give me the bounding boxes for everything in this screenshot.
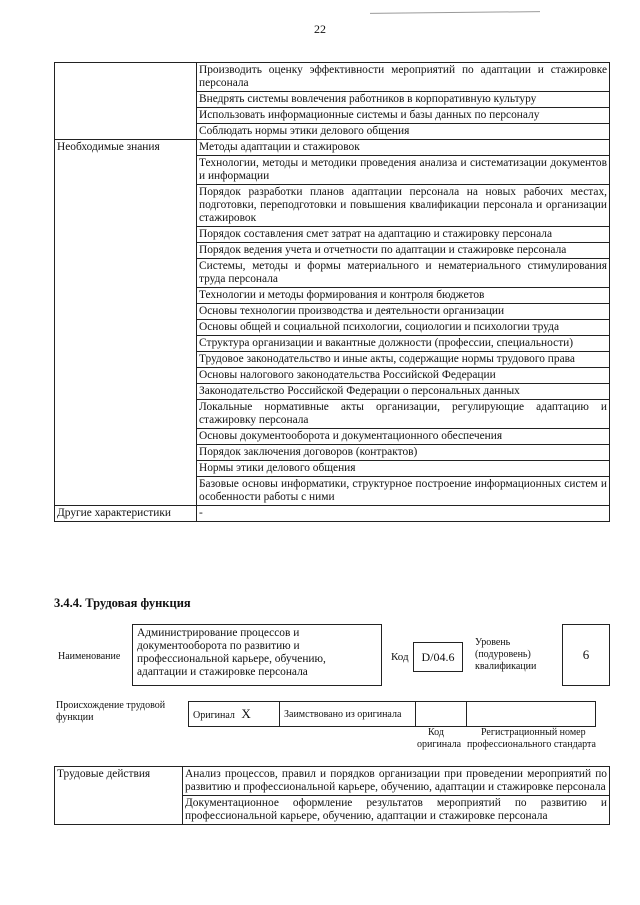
skills-label-cell — [55, 63, 197, 92]
skills-knowledge-table — [54, 62, 610, 522]
table-row — [55, 108, 610, 124]
skills-label-cell — [55, 156, 197, 185]
skills-item-cell: Производить оценку эффективности мероприятий по адаптации и стажировке персонала — [197, 63, 610, 92]
skills-section-label: Другие характеристики — [57, 507, 172, 519]
table-row — [55, 288, 610, 304]
skills-label-cell — [55, 320, 197, 336]
skills-item-cell: Методы адаптации и стажировок — [197, 140, 610, 156]
skills-label-cell — [55, 92, 197, 108]
actions-label-cell — [55, 796, 183, 825]
skills-label-cell — [55, 336, 197, 352]
skills-label-cell — [55, 477, 197, 506]
level-label-1: Уровень — [475, 637, 511, 648]
skills-label-cell — [55, 243, 197, 259]
skills-label-cell — [55, 288, 197, 304]
code-label: Код — [391, 651, 409, 663]
borrowed-label: Заимствовано из оригинала — [284, 708, 402, 720]
level-label-2: (подуровень) — [475, 649, 531, 660]
table-row — [55, 445, 610, 461]
skills-item-cell: Локальные нормативные акты организации, регулирующие адаптацию и стажировку персонала — [197, 400, 610, 429]
table-row — [55, 477, 610, 506]
skills-item-cell: Нормы этики делового общения — [197, 461, 610, 477]
skills-item-cell: Основы документооборота и документационного обеспечения — [197, 429, 610, 445]
table-row — [55, 259, 610, 288]
skills-item-cell: Основы налогового законодательства Российской Федерации — [197, 368, 610, 384]
table-row — [55, 140, 610, 156]
page-number: 22 — [314, 22, 326, 36]
skills-label-cell — [55, 185, 197, 227]
skills-item-cell: Основы общей и социальной психологии, социологии и психологии труда — [197, 320, 610, 336]
table-row — [55, 506, 610, 522]
skills-label-cell — [55, 384, 197, 400]
labor-actions-table — [54, 766, 610, 825]
section-title: 3.4.4. Трудовая функция — [54, 596, 191, 610]
table-row — [55, 156, 610, 185]
actions-section-label: Трудовые действия — [57, 768, 151, 780]
skills-section-label: Необходимые знания — [57, 141, 160, 153]
skills-label-cell — [55, 352, 197, 368]
table-row — [55, 352, 610, 368]
table-row — [55, 767, 610, 796]
table-row — [55, 796, 610, 825]
origin-table — [188, 701, 596, 727]
skills-label-cell — [55, 259, 197, 288]
skills-label-cell — [55, 429, 197, 445]
skills-label-cell — [55, 368, 197, 384]
name-label: Наименование — [58, 651, 121, 662]
code-caption-2: оригинала — [417, 739, 462, 750]
function-code-box — [413, 642, 463, 672]
code-caption-1: Код — [428, 727, 444, 738]
table-row — [55, 368, 610, 384]
skills-item-cell: Порядок разработки планов адаптации персонала на новых рабочих местах, подготовки, переподготовки и повышения квалификации персонала и организации стажировок — [197, 185, 610, 227]
skills-item-cell: - — [197, 506, 610, 522]
actions-item-cell: Документационное оформление результатов мероприятий по развитию и профессиональной карьере, обучению, адаптации и стажировке персонала — [183, 796, 610, 825]
function-name-value: Администрирование процессов и документооборота по развитию и профессиональной карьере, обучению, адаптации и стажировке персонала — [137, 627, 326, 678]
table-row — [55, 384, 610, 400]
skills-label-cell — [55, 108, 197, 124]
reg-caption-1: Регистрационный номер — [481, 727, 586, 738]
table-row — [55, 304, 610, 320]
skills-item-cell: Законодательство Российской Федерации о персональных данных — [197, 384, 610, 400]
origin-code-cell — [416, 702, 467, 727]
table-row — [55, 429, 610, 445]
skills-item-cell: Структура организации и вакантные должности (профессии, специальности) — [197, 336, 610, 352]
skills-label-cell — [55, 140, 197, 156]
actions-item-cell: Анализ процессов, правил и порядков организации при проведении мероприятий по развитию и профессиональной карьере, обучению, адаптации и стажировке персонала — [183, 767, 610, 796]
skills-item-cell: Базовые основы информатики, структурное построение информационных систем и особенности работы с ними — [197, 477, 610, 506]
table-row — [55, 400, 610, 429]
reg-caption-2: профессионального стандарта — [467, 739, 596, 750]
origin-borrowed-cell — [280, 702, 416, 727]
table-row — [55, 63, 610, 92]
skills-item-cell: Использовать информационные системы и базы данных по персоналу — [197, 108, 610, 124]
skills-item-cell: Порядок ведения учета и отчетности по адаптации и стажировке персонала — [197, 243, 610, 259]
skills-item-cell: Технологии и методы формирования и контроля бюджетов — [197, 288, 610, 304]
table-row — [55, 124, 610, 140]
skills-label-cell — [55, 445, 197, 461]
skills-label-cell — [55, 304, 197, 320]
table-row — [55, 227, 610, 243]
table-row — [55, 92, 610, 108]
skills-item-cell: Соблюдать нормы этики делового общения — [197, 124, 610, 140]
actions-label-cell — [55, 767, 183, 796]
skills-label-cell — [55, 124, 197, 140]
function-name-box — [132, 624, 382, 686]
origin-label-2: функции — [56, 712, 94, 723]
function-code-value: D/04.6 — [421, 650, 455, 664]
skills-item-cell: Трудовое законодательство и иные акты, содержащие нормы трудового права — [197, 352, 610, 368]
table-row — [55, 336, 610, 352]
qualification-level-value: 6 — [582, 647, 590, 662]
origin-reg-cell — [467, 702, 596, 727]
skills-label-cell — [55, 227, 197, 243]
skills-item-cell: Порядок составления смет затрат на адаптацию и стажировку персонала — [197, 227, 610, 243]
original-mark: X — [241, 706, 251, 721]
origin-label-1: Происхождение трудовой — [56, 700, 166, 711]
table-row — [55, 185, 610, 227]
skills-item-cell: Внедрять системы вовлечения работников в корпоративную культуру — [197, 92, 610, 108]
original-label: Оригинал — [193, 710, 235, 721]
skills-item-cell: Порядок заключения договоров (контрактов) — [197, 445, 610, 461]
origin-original-cell — [189, 702, 280, 727]
skills-label-cell — [55, 400, 197, 429]
table-row — [55, 243, 610, 259]
scan-artifact-line — [370, 11, 540, 14]
level-label-3: квалификации — [475, 661, 537, 672]
skills-item-cell: Основы технологии производства и деятельности организации — [197, 304, 610, 320]
skills-item-cell: Системы, методы и формы материального и нематериального стимулирования труда персонала — [197, 259, 610, 288]
table-row — [55, 461, 610, 477]
skills-item-cell: Технологии, методы и методики проведения анализа и систематизации документов и информации — [197, 156, 610, 185]
skills-label-cell — [55, 506, 197, 522]
qualification-level-box — [562, 624, 610, 686]
skills-label-cell — [55, 461, 197, 477]
table-row — [55, 320, 610, 336]
